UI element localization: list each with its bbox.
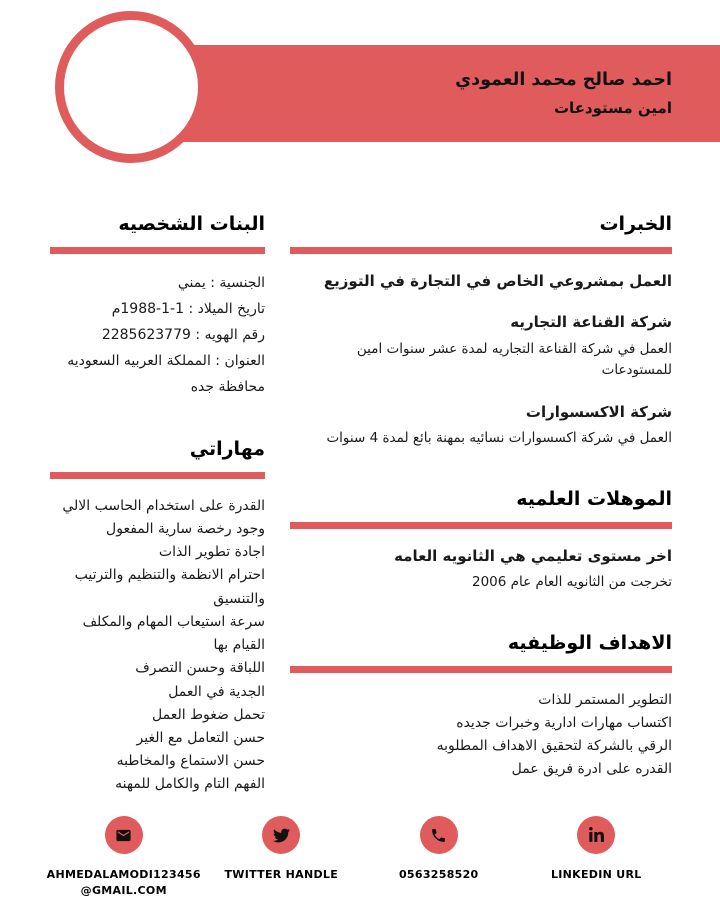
experience-entry [290, 401, 672, 450]
profile-photo-placeholder [55, 11, 207, 163]
experience-entry-title: شركة الاكسسوارات [525, 402, 672, 421]
header-text [455, 70, 720, 117]
skill-item: سرعة استيعاب المهام والمكلف القيام بها [82, 613, 265, 654]
contact-twitter [203, 816, 361, 899]
experience-entry-title: شركة القناعة التجاريه [510, 313, 672, 332]
objectives-list [290, 689, 672, 782]
contact-linkedin [518, 816, 676, 899]
skill-item: القدرة على استخدام الحاسب الالي [62, 497, 265, 514]
objectives-heading: الاهداف الوظيفيه [507, 631, 672, 654]
contact-email [45, 816, 203, 899]
section-objectives [290, 632, 672, 782]
skill-item: اللباقة وحسن التصرف [135, 660, 265, 677]
main-column [290, 213, 672, 801]
skill-item: احترام الانظمة والتنظيم والترتيب والتنسيق [74, 567, 265, 607]
skill-item: وجود رخصة سارية المفعول [106, 520, 265, 537]
skill-item: الجدية في العمل [168, 683, 265, 700]
experience-entry [290, 270, 672, 293]
objective-item: الرقي بالشركة لتحقيق الاهداف المطلوبه [436, 738, 672, 755]
content-area [50, 213, 672, 801]
contact-phone [360, 816, 518, 899]
personal-info-heading: البنات الشخصيه [118, 213, 265, 235]
section-experience [290, 213, 672, 450]
education-entry-desc: تخرجت من الثانويه العام عام 2006 [472, 574, 672, 591]
objective-item: التطوير المستمر للذات [538, 691, 672, 708]
personal-info-item: العنوان : المملكة العربيه السعوديه محافظة جده [67, 352, 265, 395]
section-education [290, 488, 672, 594]
contact-label: LINKEDIN URL [550, 868, 642, 881]
linkedin-icon [577, 816, 615, 854]
contact-label: AHMEDALAMODI123456@GMAIL.COM [46, 868, 201, 897]
experience-heading: الخبرات [599, 213, 672, 235]
section-personal-info [50, 213, 265, 400]
skill-item: حسن الاستماع والمخاطبه [116, 753, 265, 770]
personal-info-item: رقم الهويه : 2285623779 [101, 326, 265, 343]
job-title: امين مستودعات [553, 99, 672, 117]
personal-info-item: الجنسية : يمني [177, 274, 265, 291]
person-name: احمد صالح محمد العمودي [455, 70, 672, 90]
heading-underline [290, 666, 672, 673]
skill-item: تحمل ضغوط العمل [152, 706, 265, 723]
heading-underline [50, 247, 265, 254]
experience-entry [290, 311, 672, 382]
experience-entry-title: العمل بمشروعي الخاص في التجارة في التوزيع [323, 271, 672, 290]
education-entry-title: اخر مستوى تعليمي هي الثانويه العامه [394, 546, 672, 565]
skills-heading: مهاراتي [189, 437, 265, 460]
skill-item: الفهم التام والكامل للمهنه [115, 776, 265, 793]
objective-item: القدره على ادرة فريق عمل [511, 761, 672, 778]
education-heading: الموهلات العلميه [516, 488, 672, 511]
heading-underline [50, 472, 265, 479]
sidebar-column [50, 213, 265, 801]
experience-entry-desc: العمل في شركة اكسسوارات نسائيه بمهنة بائع لمدة 4 سنوات [326, 430, 672, 447]
personal-info-item: تاريخ الميلاد : 1-1-1988م [111, 300, 265, 317]
phone-icon [420, 816, 458, 854]
heading-underline [290, 522, 672, 529]
contact-label: 0563258520 [398, 868, 479, 881]
skill-item: اجادة تطوير الذات [158, 544, 265, 561]
personal-info-list [50, 270, 265, 400]
experience-entry-desc: العمل في شركة القناعة التجاريه لمدة عشر سنوات امين للمستودعات [356, 340, 672, 379]
skills-list [50, 495, 265, 797]
contact-footer [45, 816, 675, 899]
email-icon [105, 816, 143, 854]
education-entry [290, 545, 672, 594]
section-skills [50, 438, 265, 797]
skill-item: حسن التعامل مع الغير [136, 730, 265, 746]
heading-underline [290, 247, 672, 254]
objective-item: اكتساب مهارات ادارية وخبرات جديده [456, 714, 672, 731]
twitter-icon [262, 816, 300, 854]
contact-label: TWITTER HANDLE [224, 868, 339, 881]
